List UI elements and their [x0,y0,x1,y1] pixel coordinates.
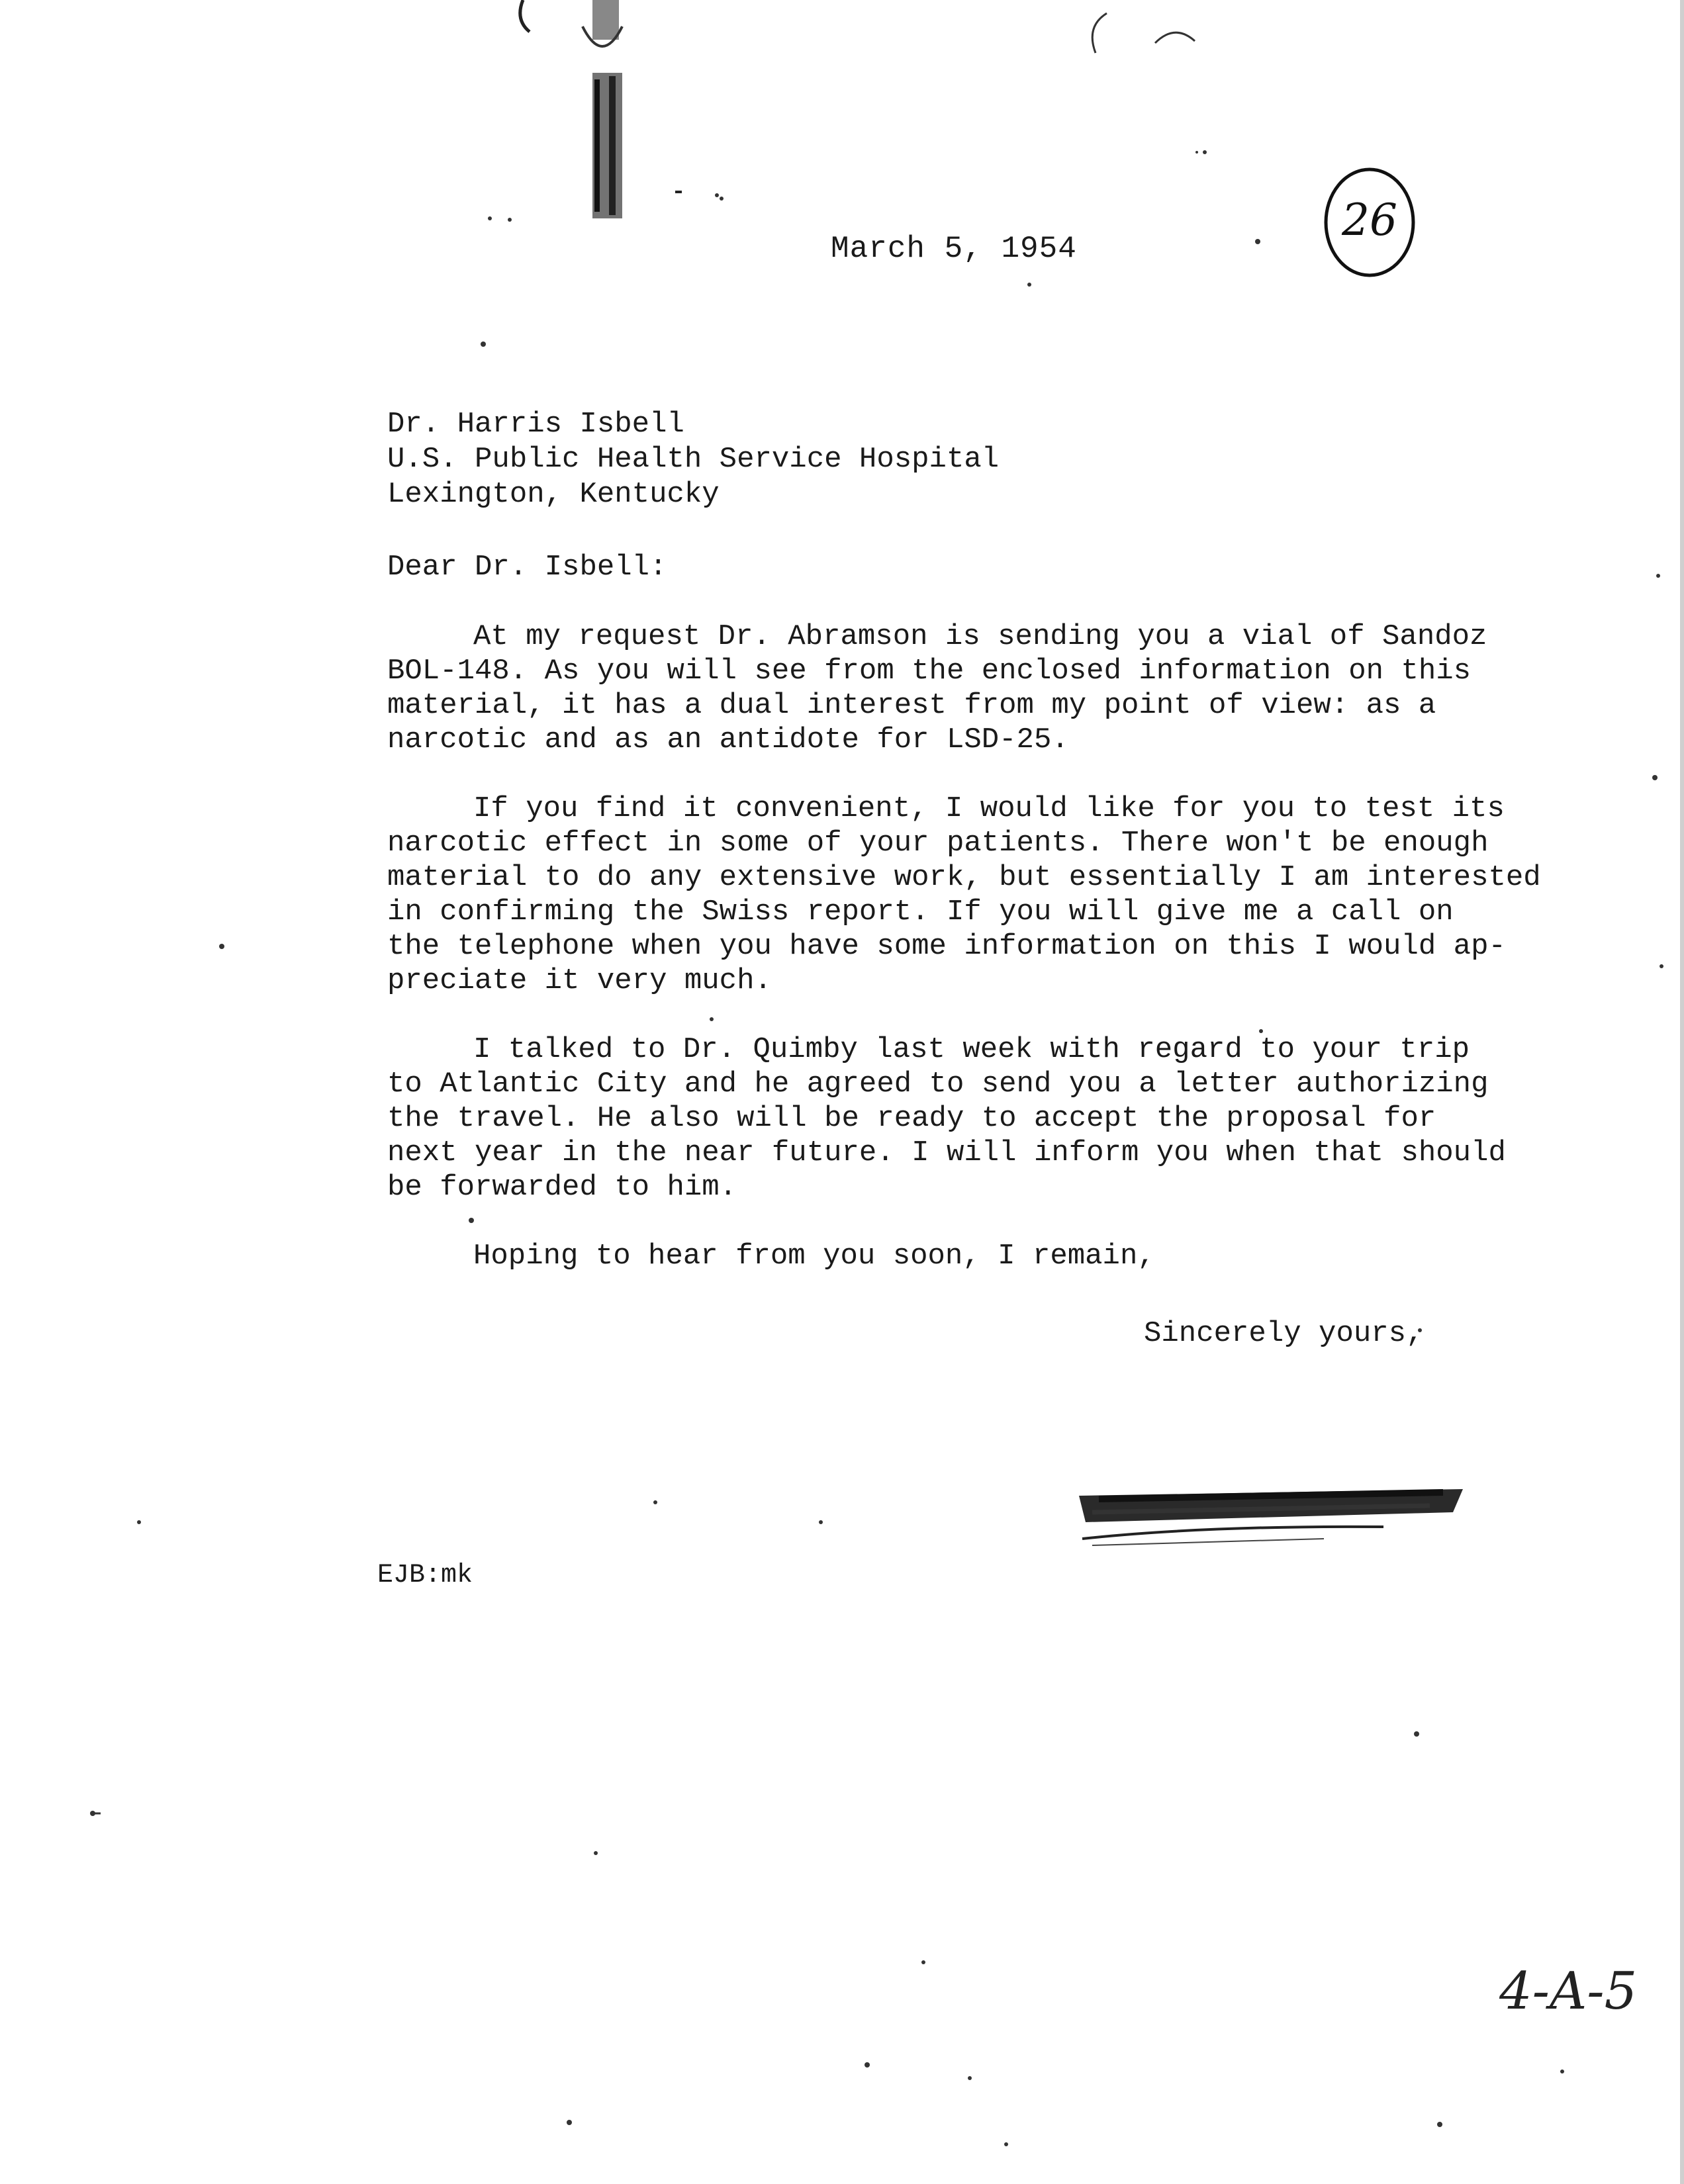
recipient-organization: U.S. Public Health Service Hospital [387,443,1000,476]
body-line: the travel. He also will be ready to accept the proposal for [387,1102,1436,1135]
recipient-name: Dr. Harris Isbell [387,408,684,441]
paragraph-3 [387,1032,1579,1205]
body-line: material to do any extensive work, but essentially I am interested [387,861,1541,894]
body-line: Hoping to hear from you soon, I remain, [473,1240,1155,1273]
body-line: narcotic and as an antidote for LSD-25. [387,723,1069,756]
closing: Sincerely yours, [1144,1317,1424,1350]
letter-body [387,619,1579,1308]
typist-initials: EJB:mk [377,1561,473,1590]
paragraph-1 [387,619,1579,757]
svg-text:4-A-5: 4-A-5 [1499,1962,1638,2021]
body-line: narcotic effect in some of your patients. There won't be enough [387,827,1489,860]
paragraph-4 [387,1239,1579,1273]
handwritten-corner-note [1493,1949,1658,2028]
salutation: Dear Dr. Isbell: [387,551,667,584]
recipient-location: Lexington, Kentucky [387,478,720,511]
paragraph-2 [387,792,1579,998]
body-line: If you find it convenient, I would like for you to test its [473,792,1505,825]
letter-date: March 5, 1954 [831,232,1077,266]
body-line: BOL-148. As you will see from the enclosed information on this [387,655,1472,688]
body-line: to Atlantic City and he agreed to send you a letter authorizing [387,1068,1489,1101]
page-number-text: 26 [1342,195,1397,246]
recipient-address [387,407,999,512]
body-line: preciate it very much. [387,964,772,997]
body-line: At my request Dr. Abramson is sending you a vial of Sandoz [473,620,1487,653]
redacted-signature [1072,1473,1470,1552]
circled-page-number [1321,165,1419,279]
body-line: be forwarded to him. [387,1171,737,1204]
body-line: next year in the near future. I will inform you when that should [387,1136,1506,1169]
body-line: I talked to Dr. Quimby last week with regard to your trip [473,1033,1470,1066]
body-line: material, it has a dual interest from my point of view: as a [387,689,1436,722]
body-line: the telephone when you have some information on this I would ap- [387,930,1506,963]
body-line: in confirming the Swiss report. If you will give me a call on [387,895,1454,929]
